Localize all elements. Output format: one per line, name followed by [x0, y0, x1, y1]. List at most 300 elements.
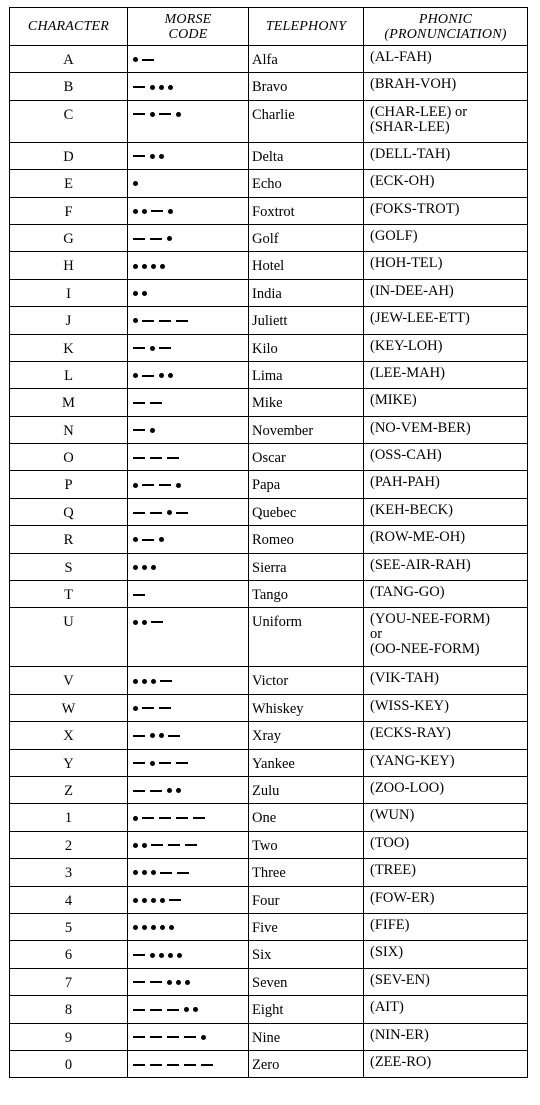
phonic-line: (GOLF) [370, 227, 418, 244]
morse-code-cell [128, 553, 249, 580]
character-cell: L [10, 361, 128, 388]
morse-dash [133, 512, 145, 514]
telephony-cell: Lima [249, 361, 364, 388]
character-cell: 0 [10, 1050, 128, 1077]
phonic-line: (CHAR-LEE) or [370, 103, 468, 120]
table-row [10, 279, 528, 306]
morse-code-symbols [133, 614, 168, 628]
phonic-line: (OO-NEE-FORM) [370, 641, 480, 658]
table-row [10, 416, 528, 443]
morse-dot [168, 85, 173, 90]
phonic-line: (AL-FAH) [370, 49, 432, 65]
header-phonic: PHONIC (PRONUNCIATION) [364, 8, 528, 46]
morse-dash [133, 429, 145, 431]
morse-code-cell [128, 608, 249, 667]
morse-dot [168, 209, 173, 214]
morse-dash [150, 238, 162, 240]
telephony-cell: Five [249, 913, 364, 940]
morse-code-cell [128, 749, 249, 776]
morse-code-cell [128, 996, 249, 1023]
character-cell: Z [10, 776, 128, 803]
morse-dash [201, 1064, 213, 1066]
morse-code-symbols [133, 947, 186, 961]
morse-code-symbols [133, 975, 194, 989]
morse-dot [150, 428, 155, 433]
character-cell: V [10, 667, 128, 694]
morse-code-symbols [133, 107, 185, 121]
telephony-cell: Quebec [249, 498, 364, 525]
morse-code-symbols [133, 313, 193, 327]
phonic-cell [364, 361, 528, 388]
phonic-cell [364, 886, 528, 913]
morse-code-cell [128, 1023, 249, 1050]
morse-dash [150, 790, 162, 792]
phonic-line: (DELL-TAH) [370, 145, 451, 162]
character-cell: A [10, 46, 128, 73]
morse-dash [133, 347, 145, 349]
phonic-line: (SIX) [370, 944, 404, 961]
morse-dash [150, 1009, 162, 1011]
morse-code-cell [128, 941, 249, 968]
morse-dash [133, 594, 145, 596]
phonic-line: (OSS-CAH) [370, 447, 442, 464]
telephony-cell: Foxtrot [249, 197, 364, 224]
morse-code-cell [128, 444, 249, 471]
telephony-cell: Juliett [249, 307, 364, 334]
character-cell: C [10, 100, 128, 142]
telephony-cell: November [249, 416, 364, 443]
morse-dash [133, 790, 145, 792]
morse-dash [167, 457, 179, 459]
morse-dot [151, 264, 156, 269]
morse-dash [133, 113, 145, 115]
morse-dot [133, 483, 138, 488]
phonic-line: (ECK-OH) [370, 173, 435, 190]
morse-dot [167, 236, 172, 241]
morse-code-symbols [133, 920, 178, 934]
morse-code-symbols [133, 341, 176, 355]
table-body [10, 46, 528, 1078]
morse-dash [193, 817, 205, 819]
telephony-cell: Eight [249, 996, 364, 1023]
morse-code-symbols [133, 79, 177, 93]
morse-code-symbols [133, 477, 185, 491]
character-cell: 5 [10, 913, 128, 940]
morse-dot [150, 112, 155, 117]
phonic-line: (ZEE-RO) [370, 1053, 432, 1070]
morse-dot [133, 706, 138, 711]
table-row [10, 968, 528, 995]
table-row [10, 224, 528, 251]
telephony-cell: Bravo [249, 73, 364, 100]
phonic-cell [364, 73, 528, 100]
morse-dot [133, 843, 138, 848]
morse-dash [150, 1036, 162, 1038]
morse-dash [184, 1036, 196, 1038]
phonic-cell [364, 553, 528, 580]
character-cell: K [10, 334, 128, 361]
table-row [10, 389, 528, 416]
phonic-line: (ECKS-RAY) [370, 725, 451, 742]
table-row [10, 498, 528, 525]
telephony-cell: Nine [249, 1023, 364, 1050]
phonic-cell [364, 776, 528, 803]
morse-dash [159, 817, 171, 819]
table-row [10, 941, 528, 968]
morse-dot [167, 980, 172, 985]
phonic-line: (IN-DEE-AH) [370, 282, 454, 299]
telephony-cell: Hotel [249, 252, 364, 279]
morse-dash [167, 1064, 179, 1066]
morse-dash [184, 1064, 196, 1066]
phonic-line: (SEV-EN) [370, 971, 430, 988]
morse-dash [167, 1009, 179, 1011]
morse-code-cell [128, 224, 249, 251]
morse-dot [159, 154, 164, 159]
character-cell: Y [10, 749, 128, 776]
morse-dot [133, 816, 138, 821]
table-row [10, 100, 528, 142]
morse-code-cell [128, 722, 249, 749]
telephony-cell: India [249, 279, 364, 306]
morse-dot [159, 953, 164, 958]
telephony-cell: One [249, 804, 364, 831]
morse-dot [133, 565, 138, 570]
table-row [10, 886, 528, 913]
telephony-cell: Six [249, 941, 364, 968]
morse-dash [142, 375, 154, 377]
morse-dash [151, 844, 163, 846]
morse-dash [133, 1009, 145, 1011]
morse-code-symbols [133, 52, 159, 66]
morse-dot [142, 565, 147, 570]
phonic-cell [364, 526, 528, 553]
morse-code-symbols [133, 701, 176, 715]
morse-dot [151, 925, 156, 930]
morse-code-symbols [133, 673, 177, 687]
morse-code-cell [128, 100, 249, 142]
table-row [10, 252, 528, 279]
morse-dot [150, 953, 155, 958]
phonic-line: (TOO) [370, 834, 410, 851]
morse-code-cell [128, 694, 249, 721]
table-row [10, 142, 528, 169]
morse-dash [151, 621, 163, 623]
morse-code-symbols [133, 423, 159, 437]
telephony-cell: Echo [249, 170, 364, 197]
table-row [10, 46, 528, 73]
morse-dash [176, 512, 188, 514]
morse-dot [133, 209, 138, 214]
telephony-cell: Uniform [249, 608, 364, 667]
table-row [10, 334, 528, 361]
morse-dash [150, 1064, 162, 1066]
morse-code-cell [128, 389, 249, 416]
phonic-line: (MIKE) [370, 392, 417, 409]
table-row [10, 361, 528, 388]
morse-dot [160, 898, 165, 903]
morse-dot [151, 565, 156, 570]
morse-dot [133, 537, 138, 542]
table-row [10, 831, 528, 858]
table-row [10, 471, 528, 498]
character-cell: D [10, 142, 128, 169]
morse-code-symbols [133, 838, 202, 852]
morse-code-symbols [133, 810, 210, 824]
morse-dot [151, 898, 156, 903]
morse-dot [142, 620, 147, 625]
morse-code-cell [128, 831, 249, 858]
morse-dash [150, 402, 162, 404]
morse-dot [150, 761, 155, 766]
phonic-line: (YOU-NEE-FORM) [370, 611, 491, 628]
telephony-cell: Zero [249, 1050, 364, 1077]
character-cell: P [10, 471, 128, 498]
morse-dash [159, 113, 171, 115]
character-cell: 4 [10, 886, 128, 913]
table-row [10, 996, 528, 1023]
morse-dot [133, 870, 138, 875]
morse-dot [176, 980, 181, 985]
phonic-line: (SEE-AIR-RAH) [370, 556, 471, 573]
morse-dash [160, 872, 172, 874]
morse-dot [159, 537, 164, 542]
morse-dot [133, 181, 138, 186]
character-cell: J [10, 307, 128, 334]
morse-code-cell [128, 859, 249, 886]
character-cell: 1 [10, 804, 128, 831]
morse-code-symbols [133, 728, 185, 742]
table-row [10, 913, 528, 940]
morse-code-cell [128, 968, 249, 995]
character-cell: 2 [10, 831, 128, 858]
phonic-line: or [370, 626, 383, 643]
character-cell: U [10, 608, 128, 667]
morse-code-cell [128, 142, 249, 169]
morse-dot [133, 291, 138, 296]
character-cell: O [10, 444, 128, 471]
morse-dash [133, 155, 145, 157]
morse-dash [150, 512, 162, 514]
character-cell: W [10, 694, 128, 721]
morse-dot [177, 953, 182, 958]
morse-dash [142, 320, 154, 322]
phonic-line: (TANG-GO) [370, 584, 445, 601]
telephony-cell: Whiskey [249, 694, 364, 721]
morse-dot [167, 788, 172, 793]
morse-code-cell [128, 913, 249, 940]
morse-code-cell [128, 197, 249, 224]
table-row [10, 694, 528, 721]
morse-dash [133, 457, 145, 459]
character-cell: M [10, 389, 128, 416]
character-cell: R [10, 526, 128, 553]
morse-dash [176, 320, 188, 322]
morse-dot [201, 1035, 206, 1040]
morse-dot [168, 953, 173, 958]
header-character: CHARACTER [10, 8, 128, 46]
morse-dash [133, 238, 145, 240]
morse-dot [133, 898, 138, 903]
table-row [10, 581, 528, 608]
table-row [10, 444, 528, 471]
phonic-line: (JEW-LEE-ETT) [370, 310, 470, 327]
table-row [10, 804, 528, 831]
morse-dash [160, 680, 172, 682]
morse-code-symbols [133, 1030, 210, 1044]
morse-code-cell [128, 416, 249, 443]
table-row [10, 749, 528, 776]
morse-dot [142, 679, 147, 684]
table-row [10, 608, 528, 667]
character-cell: H [10, 252, 128, 279]
morse-dash [185, 844, 197, 846]
phonic-cell [364, 749, 528, 776]
telephony-cell: Alfa [249, 46, 364, 73]
morse-dot [142, 925, 147, 930]
morse-dot [159, 373, 164, 378]
morse-code-cell [128, 279, 249, 306]
phonic-line: (NIN-ER) [370, 1026, 429, 1043]
phonic-line: (KEH-BECK) [370, 501, 453, 518]
phonic-cell [364, 1023, 528, 1050]
morse-dash [168, 844, 180, 846]
morse-dash [159, 707, 171, 709]
morse-code-cell [128, 73, 249, 100]
morse-dash [159, 347, 171, 349]
phonic-line: (BRAH-VOH) [370, 76, 457, 93]
morse-dash [159, 484, 171, 486]
morse-code-symbols [133, 756, 193, 770]
telephony-cell: Papa [249, 471, 364, 498]
morse-code-cell [128, 667, 249, 694]
character-cell: 9 [10, 1023, 128, 1050]
morse-code-symbols [133, 893, 186, 907]
character-cell: G [10, 224, 128, 251]
morse-dot [176, 483, 181, 488]
morse-dot [133, 264, 138, 269]
phonic-cell [364, 142, 528, 169]
morse-code-symbols [133, 560, 160, 574]
phonic-line: (VIK-TAH) [370, 670, 439, 687]
morse-code-symbols [133, 1002, 202, 1016]
morse-code-symbols [133, 505, 193, 519]
morse-code-symbols [133, 286, 151, 300]
phonic-cell [364, 996, 528, 1023]
morse-dot [176, 788, 181, 793]
morse-dash [133, 735, 145, 737]
header-row [10, 8, 528, 46]
morse-code-symbols [133, 204, 177, 218]
phonic-cell [364, 1050, 528, 1077]
phonic-cell [364, 279, 528, 306]
morse-dot [133, 373, 138, 378]
table-row [10, 553, 528, 580]
phonic-line: (WUN) [370, 807, 415, 824]
morse-dot [133, 318, 138, 323]
telephony-cell: Victor [249, 667, 364, 694]
phonic-cell [364, 170, 528, 197]
morse-dot [176, 112, 181, 117]
morse-code-cell [128, 307, 249, 334]
phonic-cell [364, 722, 528, 749]
morse-dot [159, 85, 164, 90]
morse-code-symbols [133, 149, 168, 163]
morse-code-symbols [133, 865, 194, 879]
phonic-line: (FOW-ER) [370, 889, 435, 906]
morse-code-cell [128, 361, 249, 388]
phonic-cell [364, 968, 528, 995]
phonic-line: (PAH-PAH) [370, 474, 440, 491]
morse-dash [133, 954, 145, 956]
phonic-cell [364, 608, 528, 667]
phonic-cell [364, 252, 528, 279]
character-cell: N [10, 416, 128, 443]
morse-dot [150, 154, 155, 159]
morse-dash [167, 1036, 179, 1038]
phonic-cell [364, 498, 528, 525]
phonic-cell [364, 581, 528, 608]
telephony-cell: Three [249, 859, 364, 886]
morse-dot [142, 209, 147, 214]
table-row [10, 526, 528, 553]
morse-code-cell [128, 804, 249, 831]
morse-dash [176, 817, 188, 819]
morse-dot [167, 510, 172, 515]
morse-code-cell [128, 252, 249, 279]
phonic-line: (SHAR-LEE) [370, 118, 450, 135]
telephony-cell: Tango [249, 581, 364, 608]
phonic-cell [364, 389, 528, 416]
morse-code-cell [128, 46, 249, 73]
phonic-line: (NO-VEM-BER) [370, 419, 471, 436]
morse-dot [133, 620, 138, 625]
table-row [10, 307, 528, 334]
morse-dash [159, 320, 171, 322]
phonic-cell [364, 334, 528, 361]
morse-dash [177, 872, 189, 874]
morse-code-symbols [133, 231, 176, 245]
character-cell: I [10, 279, 128, 306]
morse-dash [168, 735, 180, 737]
character-cell: 3 [10, 859, 128, 886]
morse-dash [150, 457, 162, 459]
character-cell: B [10, 73, 128, 100]
morse-dash [133, 402, 145, 404]
morse-code-symbols [133, 395, 167, 409]
morse-code-cell [128, 886, 249, 913]
table-row [10, 73, 528, 100]
character-cell: E [10, 170, 128, 197]
telephony-cell: Seven [249, 968, 364, 995]
morse-dot [160, 264, 165, 269]
phonic-cell [364, 100, 528, 142]
morse-code-cell [128, 498, 249, 525]
morse-dash [142, 484, 154, 486]
morse-dot [151, 870, 156, 875]
morse-code-symbols [133, 1057, 218, 1071]
phonic-line: (TREE) [370, 862, 416, 879]
morse-dash [142, 707, 154, 709]
telephony-cell: Xray [249, 722, 364, 749]
telephony-cell: Zulu [249, 776, 364, 803]
morse-dot [150, 346, 155, 351]
morse-code-symbols [133, 450, 184, 464]
table-row [10, 1050, 528, 1077]
morse-dash [133, 1064, 145, 1066]
header-telephony: TELEPHONY [249, 8, 364, 46]
phonetic-alphabet-table [9, 7, 528, 1078]
